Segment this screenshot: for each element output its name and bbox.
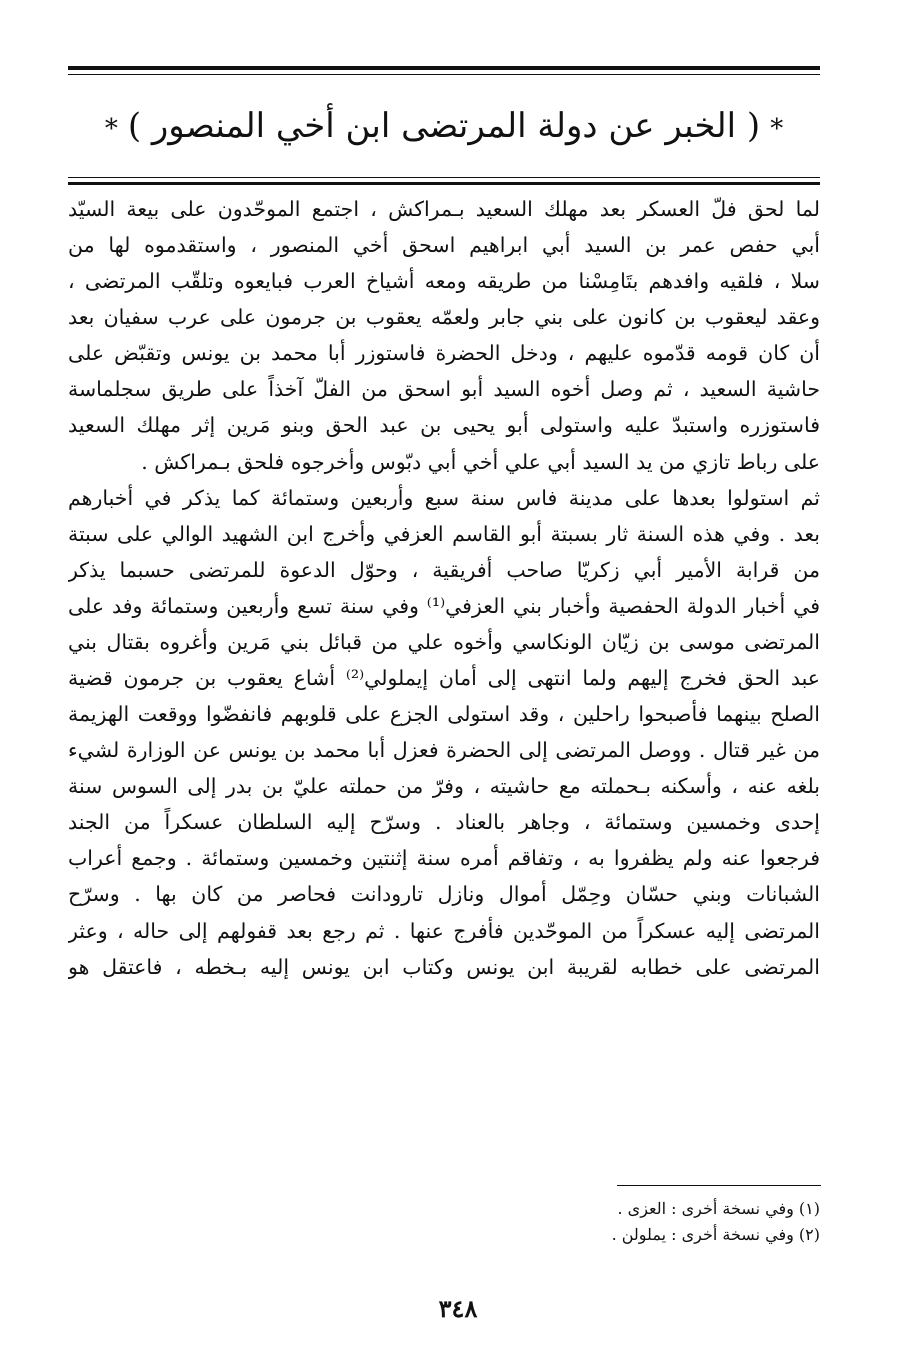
body-line: المرتضى موسى بن زيّان الونكاسي وأخوه علي من قبائل بني مَرين وأغروه بقتال بني bbox=[68, 629, 820, 654]
title-bottom-rule-thin bbox=[68, 177, 820, 178]
footnote-separator bbox=[617, 1185, 821, 1186]
body-line: فرجعوا عنه ولم يظفروا به ، وتفاقم أمره سنة إثنتين وخمسين وستمائة . وجمع أعراب bbox=[68, 846, 820, 871]
body-line: من غير قتال . ووصل المرتضى إلى الحضرة فعزل أبا محمد بن يونس عن الوزارة لشيء bbox=[68, 738, 820, 763]
chapter-title-text: ( الخبر عن دولة المرتضى ابن أخي المنصور ) bbox=[127, 106, 761, 146]
top-double-rule-thick bbox=[68, 66, 820, 70]
body-line: بعد . وفي هذه السنة ثار بسبتة أبو القاسم العزفي وأخرج ابن الشهيد الوالي على سبتة bbox=[68, 521, 820, 546]
body-line: لما لحق فلّ العسكر بعد مهلك السعيد بـمراكش ، اجتمع الموحّدون على بيعة السيّد bbox=[68, 197, 820, 221]
body-line: الصلح بينهما فأصبحوا راحلين ، وقد استولى الجزع على قلوبهم فانفضّوا ووقعت الهزيمة bbox=[68, 702, 820, 727]
title-bottom-rule-thick bbox=[68, 182, 820, 185]
title-star-left: * bbox=[104, 114, 118, 144]
footnote-1: (١) وفي نسخة أخرى : العزى . bbox=[617, 1199, 820, 1218]
top-double-rule-thin bbox=[68, 74, 820, 75]
page-number: ٣٤٨ bbox=[438, 1294, 478, 1323]
body-line: ثم استولوا بعدها على مدينة فاس سنة سبع وأربعين وستمائة كما يذكر في أخبارهم bbox=[68, 485, 820, 510]
body-line: أن كان قومه قدّموه عليهم ، ودخل الحضرة فاستوزر أبا محمد بن يونس وتقبّض على bbox=[68, 341, 820, 366]
body-line: من قرابة الأمير أبي زكريّا صاحب أفريقية ، وحوّل الدعوة للمرتضى حسبما يذكر bbox=[68, 557, 820, 582]
body-line: إحدى وخمسين وستمائة ، وجاهر بالعناد . وسرّح إليه السلطان عسكراً من الجند bbox=[68, 810, 820, 835]
body-line: المرتضى على خطابه لقريبة ابن يونس وكتاب ابن يونس إليه بـخطه ، فاعتقل هو bbox=[68, 954, 820, 979]
footnote-2: (٢) وفي نسخة أخرى : يملولن . bbox=[611, 1225, 820, 1244]
body-line: أبي حفص عمر بن السيد أبي ابراهيم اسحق أخي المنصور ، واستقدموه لها من bbox=[68, 233, 820, 258]
footnotes bbox=[420, 1196, 820, 1248]
body-line: فاستوزره واستبدّ عليه واستولى أبو يحيى بن عبد الحق وبنو مَرين إثر مهلك السعيد bbox=[68, 413, 820, 438]
body-line: المرتضى إليه عسكراً من الموحّدين فأفرج عنها . ثم رجع بعد قفولهم إلى حاله ، وعثر bbox=[68, 918, 820, 943]
body-text bbox=[68, 191, 820, 1171]
body-line: على رباط تازي من يد السيد أبي علي أخي أبي دبّوس وأخرجوه فلحق بـمراكش . bbox=[141, 449, 820, 474]
body-line: سلا ، فلقيه وافدهم بتَامِسْنا من طريقه ومعه أشياخ العرب فبايعوه وتلقّب المرتضى ، bbox=[68, 269, 820, 294]
body-line: عبد الحق فخرج إليهم ولما انتهى إلى أمان إيملولي⁽²⁾ أشاع يعقوب بن جرمون قضية bbox=[68, 666, 820, 691]
body-line: وعقد ليعقوب بن كانون على بني جابر ولعمّه يعقوب بن جرمون على عرب سفيان بعد bbox=[68, 305, 820, 330]
chapter-title bbox=[68, 96, 820, 159]
body-line: الشبانات وبني حسّان وحِمّل أموال ونازل تارودانت فحاصر من كان بها . وسرّح bbox=[68, 882, 820, 907]
body-line: في أخبار الدولة الحفصية وأخبار بني العزفي⁽¹⁾ وفي سنة تسع وأربعين وستمائة وفد على bbox=[68, 593, 820, 618]
body-line: بلغه عنه ، وأسكنه بـحملته مع حاشيته ، وفرّ من حملته عليّ بن بدر إلى السوس سنة bbox=[68, 774, 820, 799]
title-star-right: * bbox=[770, 114, 784, 144]
body-line: حاشية السعيد ، ثم وصل أخوه السيد أبو اسحق من الفلّ آخذاً على طريق سجلماسة bbox=[68, 377, 820, 402]
